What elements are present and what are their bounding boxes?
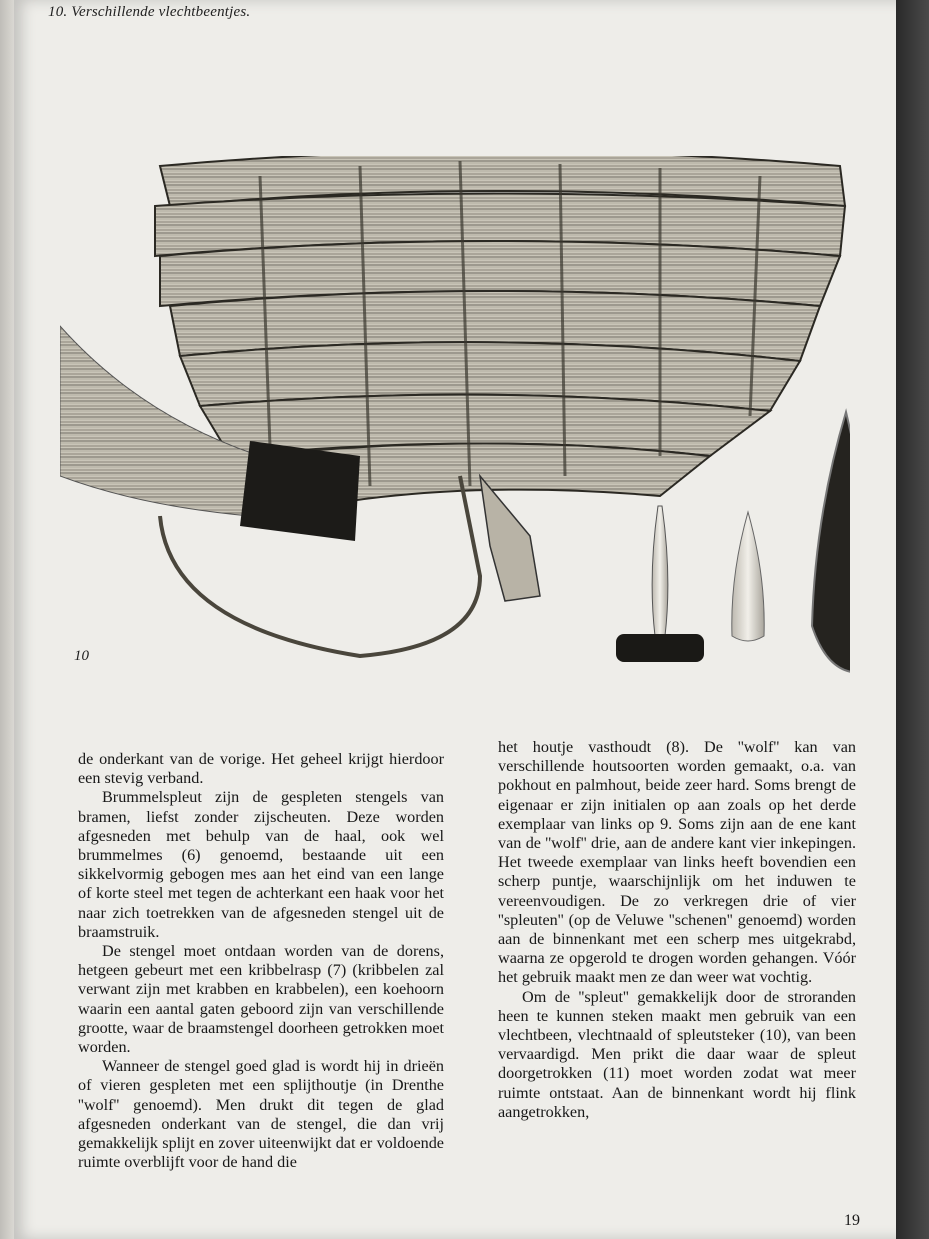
book-page [14,0,904,1239]
paragraph: het houtje vasthoudt (8). De ''wolf'' kan van verschillende houtsoorten worden gemaakt, o.a. van pokhout en palmhout, beide zeer hard. Soms brengt de eigenaar er zijn initialen op aan zoals op het derde exemplaar van links op 9. Soms zijn aan de ene kant van de ''wolf'' drie, aan de andere kant vier inkepingen. Het tweede exemplaar van links heeft bovendien een scherp puntje, waarschijnlijk om het induwen te vereenvoudigen. De zo verkregen drie of vier ''spleuten'' (op de Veluwe ''schenen'' genoemd) worden aan de binnenkant met een scherp mes uitgekrabd, waarna ze opgerold te drogen worden gehangen. Vóór het gebruik maakt men ze dan weer wat vochtig. [498,738,856,987]
straw-coil-and-vlechtbeen-photo [60,156,850,676]
vlechtbeen-1 [616,506,704,662]
figure-caption: 10. Verschillende vlechtbeentjes. [48,4,251,20]
paragraph: Wanneer de stengel goed glad is wordt hij in drieën of vieren gespleten met een splijthoutje (in Drenthe ''wolf'' genoemd). Men drukt dit tegen de glad afgesneden onderkant van de stengel, die dan vrij gemakkelijk splijt en zover uiteenwijkt dat er voldoende ruimte overblijft voor de hand die [78,1057,444,1172]
left-text-column [78,750,444,1172]
vlechtbeen-2 [732,512,764,641]
figure-number: 10 [74,648,89,664]
paragraph: De stengel moet ontdaan worden van de dorens, hetgeen gebeurt met een kribbelrasp (7) (kribbelen zal verwant zijn met krabben en krabbelen), een koehoorn waarin een aantal gaten geboord zijn van verschillende grootte, waar de braamstengel doorheen getrokken moet worden. [78,942,444,1057]
background-surface [896,0,929,1239]
paragraph: de onderkant van de vorige. Het geheel krijgt hierdoor een stevig verband. [78,750,444,788]
right-text-column [498,738,856,1122]
paragraph: Brummelspleut zijn de gespleten stengels van bramen, liefst zonder zijscheuten. Deze worden afgesneden met behulp van de haal, ook wel brummelmes (6) genoemd, bestaande uit een sikkelvormig gebogen mes aan het eind van een lange of korte steel met tegen de achterkant een haak voor het naar zich toetrekken van de afgesneden stengel uit de braamstruik. [78,788,444,941]
vlechtbeen-3 [812,412,850,673]
page-number: 19 [844,1212,860,1229]
paragraph: Om de ''spleut'' gemakkelijk door de stroranden heen te kunnen steken maakt men gebruik van een vlechtbeen, vlechtnaald of spleutsteker (10), van been vervaardigd. Men prikt die daar waar de spleut doorgetrokken (11) moet worden zodat wat meer ruimte ontstaat. Aan de binnenkant wordt hij flink aangetrokken, [498,987,856,1121]
